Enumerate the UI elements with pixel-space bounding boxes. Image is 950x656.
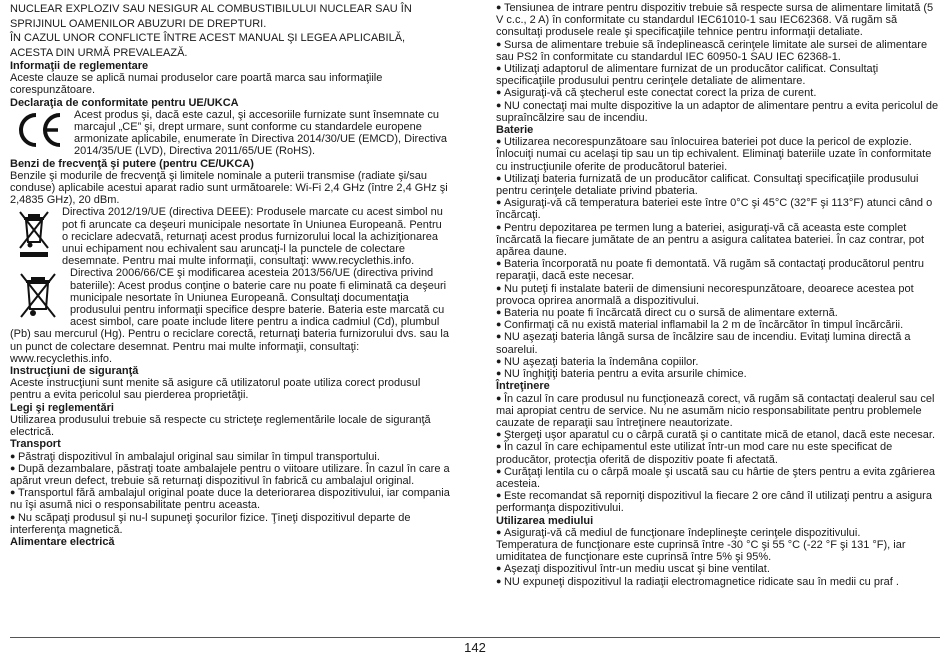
battery-item: ● NU aşezaţi bateria lângă sursa de încălzire sau de incendiu. Evitaţi lumina directă a soarelui. bbox=[496, 331, 940, 355]
transport-heading: Transport bbox=[10, 438, 61, 451]
weee-bin-icon bbox=[16, 208, 54, 258]
regulatory-heading: Informaţii de reglementare bbox=[10, 60, 149, 72]
ce-mark-icon bbox=[16, 111, 64, 149]
frequency-text: Benzile şi modurile de frecvenţă şi limitele nominale a puterii transmise (radiate şi/sau conduse) aplicabile acestui aparat radio sunt următoarele: Wi-Fi 2,4 GHz (între 2,4 GHz şi 2,4835 GHz), 20 dBm. bbox=[10, 169, 448, 207]
battery-bin-icon bbox=[16, 269, 60, 323]
maintenance-item: ● În cazul în care produsul nu funcţionează corect, vă rugăm să contactaţi dealerul sau cel mai apropiat centru de service. Nu ne asumăm nicio responsabilitate pentru problemele cauzate de reparaţii sau întreţinere neautorizate. bbox=[496, 393, 940, 430]
environment-item: ● Asiguraţi-vă că mediul de funcţionare îndeplineşte cerinţele dispozitivului. bbox=[496, 527, 940, 539]
conformity-block bbox=[10, 109, 450, 158]
maintenance-item: ● Este recomandat să reporniţi dispozitivul la fiecare 2 ore când îl utilizaţi pentru a asigura performanţa dispozitivului. bbox=[496, 490, 940, 514]
safety-heading: Instrucţiuni de siguranţă bbox=[10, 365, 139, 378]
frequency-heading: Benzi de frecvenţă şi putere (pentru CE/UKCA) bbox=[10, 157, 254, 170]
regulatory-text: Aceste clauze se aplică numai produselor care poartă marca sau informaţiile corespunzătoare. bbox=[10, 72, 383, 97]
battery-item: ● Utilizarea necorespunzătoare sau înlocuirea bateriei pot duce la pericol de explozie. Înlocuiţi numai cu acelaşi tip sau un tip echivalent. Eliminaţi bateriile uzate în conformitate cu instrucţiunile oferite de producătorul bateriei. bbox=[496, 136, 940, 173]
right-column bbox=[496, 2, 940, 588]
power-heading: Alimentare electrică bbox=[10, 535, 115, 548]
transport-item: ● Transportul fără ambalajul original poate duce la deteriorarea dispozitivului, iar compania nu îşi asumă nici o responsabilitate pentru aceasta. bbox=[10, 487, 450, 511]
power-item: ● Utilizaţi adaptorul de alimentare furnizat de un producător calificat. Consultaţi specificaţiile produsului pentru cerinţele detaliate de alimentare. bbox=[496, 63, 940, 87]
maintenance-heading: Întreţinere bbox=[496, 380, 550, 393]
laws-text: Utilizarea produsului trebuie să respecte cu stricteţe reglementările locale de siguranţă electrică. bbox=[10, 413, 431, 439]
battery-item: ● Asiguraţi-vă că temperatura bateriei este între 0°C şi 45°C (32°F şi 113°F) atunci când o încărcaţi. bbox=[496, 197, 940, 221]
battery-directive-block bbox=[10, 267, 450, 365]
battery-item: ● Bateria nu poate fi încărcată direct cu o sursă de alimentare externă. bbox=[496, 307, 940, 319]
battery-item: ● Bateria încorporată nu poate fi demontată. Vă rugăm să contactaţi producătorul pentru reparaţii, dacă este necesar. bbox=[496, 258, 940, 282]
battery-item: ● NU înghiţiţi bateria pentru a evita arsurile chimice. bbox=[496, 368, 940, 380]
legal-disclaimer-1: NUCLEAR EXPLOZIV SAU NESIGUR AL COMBUSTIBILULUI NUCLEAR SAU ÎN SPRIJINUL OAMENILOR ABUZURI DE DREPTURI. bbox=[10, 3, 412, 30]
battery-heading: Baterie bbox=[496, 124, 534, 137]
power-item: ● NU conectaţi mai multe dispozitive la un adaptor de alimentare pentru a evita pericolul de supraîncălzire sau de incendiu. bbox=[496, 100, 940, 124]
safety-text: Aceste instrucţiuni sunt menite să asigure că utilizatorul poate utiliza corect produsul pentru a evita pericolul sau pierderea proprietăţii. bbox=[10, 377, 421, 402]
maintenance-item: ● Ştergeţi uşor aparatul cu o cârpă curată şi o cantitate mică de etanol, dacă este necesar. bbox=[496, 429, 940, 441]
conformity-text: Acest produs şi, dacă este cazul, şi accesoriile furnizate sunt însemnate cu marcajul „CE” şi, drept urmare, sunt conforme cu standardele europene armonizate aplicabile, enumerate în Directiva 2014/30/UE (EMCD), Directiva 2014/35/UE (LVD), Directiva 2011/65/UE (RoHS). bbox=[74, 108, 447, 158]
power-item: ● Sursa de alimentare trebuie să îndeplinească cerinţele limitate ale sursei de alimentare sau PS2 în conformitate cu standardul IEC 60950-1 SAU IEC 62368-1. bbox=[496, 39, 940, 63]
environment-item: ● Aşezaţi dispozitivul într-un mediu uscat şi bine ventilat. bbox=[496, 563, 940, 575]
battery-directive-text: Directiva 2006/66/CE şi modificarea acesteia 2013/56/UE (directiva privind bateriile): Acest produs conţine o baterie care nu poate fi eliminată ca deşeuri municipale nesortate în Uniunea Europeană. Consultaţi documentaţia produsului pentru informaţii specifice despre baterie. Bateria este marcată cu acest simbol, care poate include litere pentru a indica cadmiul (Cd), plumbul (Pb) sau mercurul (Hg). Pentru o reciclare corectă, returnaţi bateria furnizorului dvs. sau la un punct de colectare desemnat. Pentru mai multe informaţii, consultaţi: www.recyclethis.info. bbox=[10, 267, 449, 365]
footer-divider bbox=[10, 637, 940, 638]
page-number: 142 bbox=[464, 640, 486, 655]
battery-item: ● Nu puteţi fi instalate baterii de dimensiuni necorespunzătoare, deoarece acestea pot provoca oprirea anormală a dispozitivului. bbox=[496, 283, 940, 307]
environment-text: Temperatura de funcţionare este cuprinsă între -30 °C şi 55 °C (-22 °F şi 131 °F), iar umiditatea de funcţionare este cuprinsă între 5% şi 95%. bbox=[496, 538, 906, 564]
maintenance-item: ● În cazul în care echipamentul este utilizat într-un mod care nu este specificat de producător, protecţia oferită de dispozitiv poate fi afectată. bbox=[496, 441, 940, 465]
transport-item: ● După dezambalare, păstraţi toate ambalajele pentru o viitoare utilizare. În cazul în care a apărut vreun defect, trebuie să returnaţi dispozitivul în fabrică cu ambalajul original. bbox=[10, 463, 450, 487]
maintenance-item: ● Curăţaţi lentila cu o cârpă moale şi uscată sau cu hârtie de şters pentru a evita zgârierea acesteia. bbox=[496, 466, 940, 490]
legal-disclaimer-2: ÎN CAZUL UNOR CONFLICTE ÎNTRE ACEST MANUAL ŞI LEGEA APLICABILĂ, ACESTA DIN URMĂ PREVALEAZĂ. bbox=[10, 32, 406, 59]
battery-item: ● Confirmaţi că nu există material inflamabil la 2 m de încărcător în timpul încărcării. bbox=[496, 319, 940, 331]
environment-item: ● NU expuneţi dispozitivul la radiaţii electromagnetice ridicate sau în medii cu praf . bbox=[496, 576, 940, 588]
left-column bbox=[10, 2, 450, 548]
battery-item: ● NU aşezaţi bateria la îndemâna copiilor. bbox=[496, 356, 940, 368]
weee-text: Directiva 2012/19/UE (directiva DEEE): Produsele marcate cu acest simbol nu pot fi aruncate ca deşeuri municipale nesortate în Uniunea Europeană. Pentru o reciclare adecvată, returnaţi acest produs furnizorului local la achiziţionarea unui echipament nou echivalent sau aruncaţi-l la punctele de colectare desemnate. Pentru mai multe informaţii, consultaţi: www.recyclethis.info. bbox=[62, 206, 443, 268]
weee-block bbox=[10, 206, 450, 267]
battery-item: ● Pentru depozitarea pe termen lung a bateriei, asiguraţi-vă că aceasta este complet încărcată la fiecare jumătate de an pentru a asigura calitatea bateriei. În caz contrar, pot apărea daune. bbox=[496, 222, 940, 259]
environment-heading: Utilizarea mediului bbox=[496, 514, 594, 527]
power-item: ● Tensiunea de intrare pentru dispozitiv trebuie să respecte sursa de alimentare limitată (5 V c.c., 2 A) în conformitate cu standardul IEC61010-1 sau IEC62368. Vă rugăm să consultaţi produsele reale şi specificaţiile tehnice pentru informaţii detaliate. bbox=[496, 2, 940, 39]
battery-item: ● Utilizaţi bateria furnizată de un producător calificat. Consultaţi specificaţiile produsului pentru cerinţele detaliate privind pbateria. bbox=[496, 173, 940, 197]
transport-item: ● Nu scăpaţi produsul şi nu-l supuneţi şocurilor fizice. Ţineţi dispozitivul departe de interferenţa magnetică. bbox=[10, 512, 450, 536]
conformity-heading: Declaraţia de conformitate pentru UE/UKCA bbox=[10, 96, 239, 109]
power-item: ● Asiguraţi-vă că ştecherul este conectat corect la priza de curent. bbox=[496, 87, 940, 99]
transport-item: ● Păstraţi dispozitivul în ambalajul original sau similar în timpul transportului. bbox=[10, 451, 450, 463]
laws-heading: Legi şi reglementări bbox=[10, 401, 114, 414]
